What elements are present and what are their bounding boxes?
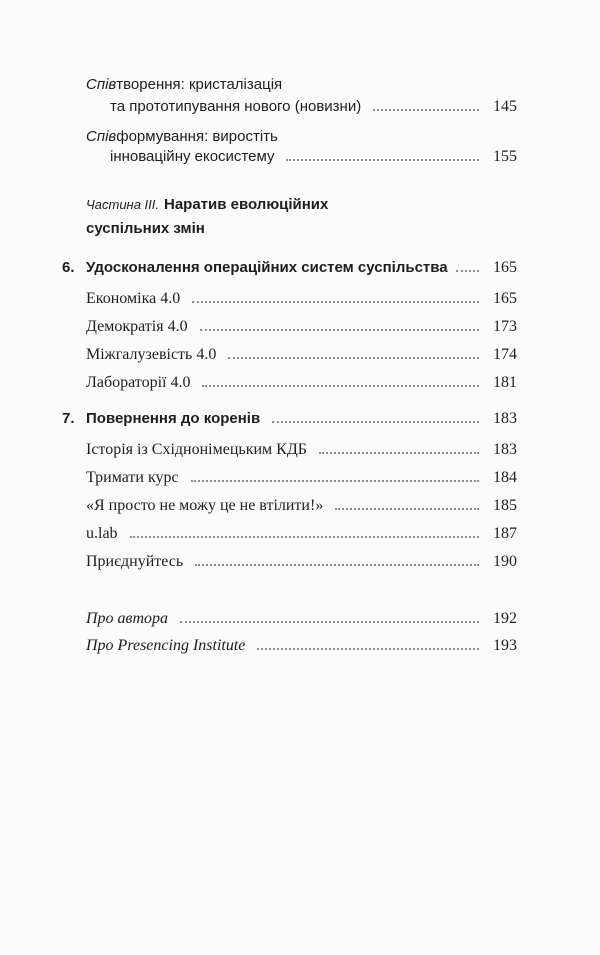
dot-leader (180, 621, 479, 623)
toc-page-number: 174 (493, 346, 517, 363)
toc-page-number: 155 (493, 148, 517, 165)
part-heading-line1 (86, 196, 328, 213)
dot-leader (286, 159, 479, 161)
toc-item-label: Тримати курс (86, 469, 179, 486)
toc-back-matter-about-institute[interactable] (86, 637, 517, 655)
toc-entry-title-cont: та прототипування нового (новизни) (110, 98, 362, 115)
toc-item[interactable] (86, 374, 517, 392)
toc-item-label: Приєднуйтесь (86, 553, 184, 570)
dot-leader (272, 421, 479, 423)
dot-leader (192, 301, 479, 303)
toc-page-number: 181 (493, 374, 517, 391)
dot-leader (257, 648, 479, 650)
toc-item[interactable] (86, 441, 517, 459)
dot-leader (319, 452, 479, 454)
toc-item[interactable] (86, 469, 517, 487)
toc-item[interactable] (86, 553, 517, 571)
toc-chapter-6[interactable] (86, 259, 517, 277)
toc-entry-title-cont: інноваційну екосистему (110, 148, 275, 165)
toc-item-label: u.lab (86, 525, 118, 542)
toc-entry-title: формування: виростіть (116, 128, 278, 145)
dot-leader (195, 564, 479, 566)
toc-item[interactable] (86, 497, 517, 515)
toc-page-number: 145 (493, 98, 517, 115)
toc-page-number: 173 (493, 318, 517, 335)
part-label: Частина ІІІ. (86, 197, 159, 212)
chapter-title: Повернення до коренів (86, 410, 261, 427)
toc-item-label: Історія із Східнонімецьким КДБ (86, 441, 307, 458)
toc-item-label: Демократія 4.0 (86, 318, 188, 335)
toc-page-number: 184 (493, 469, 517, 486)
toc-item-label: «Я просто не можу це не втілити!» (86, 497, 324, 514)
toc-page-number: 165 (493, 290, 517, 307)
part-title-cont: суспільних змін (86, 220, 205, 237)
toc-page-number: 187 (493, 525, 517, 542)
toc-item[interactable] (86, 290, 517, 308)
dot-leader (335, 508, 479, 510)
chapter-title: Удосконалення операційних систем суспільства (86, 259, 448, 276)
toc-page-number: 183 (493, 410, 517, 427)
part-title: Наратив еволюційних (164, 196, 329, 213)
toc-entry-cocreation-line2[interactable] (110, 98, 517, 116)
dot-leader (228, 357, 479, 359)
part-heading-line2 (86, 220, 205, 237)
toc-entry-prefix: Спів (86, 128, 117, 145)
toc-entry-title: творення: кристалізація (116, 76, 283, 93)
toc-page-number: 192 (493, 610, 517, 627)
dot-leader (191, 480, 479, 482)
dot-leader (456, 270, 479, 272)
dot-leader (373, 109, 479, 111)
dot-leader (202, 385, 479, 387)
toc-page-number: 165 (493, 259, 517, 276)
toc-entry-cocreation-line1 (86, 76, 282, 93)
toc-entry-coshaping-line2[interactable] (110, 148, 517, 166)
chapter-number: 6. (62, 259, 75, 276)
chapter-number: 7. (62, 410, 75, 427)
dot-leader (200, 329, 479, 331)
toc-item-label: Лабораторії 4.0 (86, 374, 191, 391)
toc-item-label: Про автора (86, 610, 169, 627)
toc-item-label: Про Presencing Institute (86, 637, 246, 654)
toc-item[interactable] (86, 318, 517, 336)
toc-back-matter-about-author[interactable] (86, 610, 517, 628)
toc-page-number: 193 (493, 637, 517, 654)
toc-chapter-7[interactable] (86, 410, 517, 428)
toc-entry-prefix: Спів (86, 76, 117, 93)
toc-page-number: 183 (493, 441, 517, 458)
toc-page-number: 190 (493, 553, 517, 570)
toc-item-label: Міжгалузевість 4.0 (86, 346, 217, 363)
toc-item[interactable] (86, 346, 517, 364)
dot-leader (130, 536, 479, 538)
toc-page-number: 185 (493, 497, 517, 514)
toc-item-label: Економіка 4.0 (86, 290, 181, 307)
toc-item[interactable] (86, 525, 517, 543)
toc-entry-coshaping-line1 (86, 128, 278, 145)
